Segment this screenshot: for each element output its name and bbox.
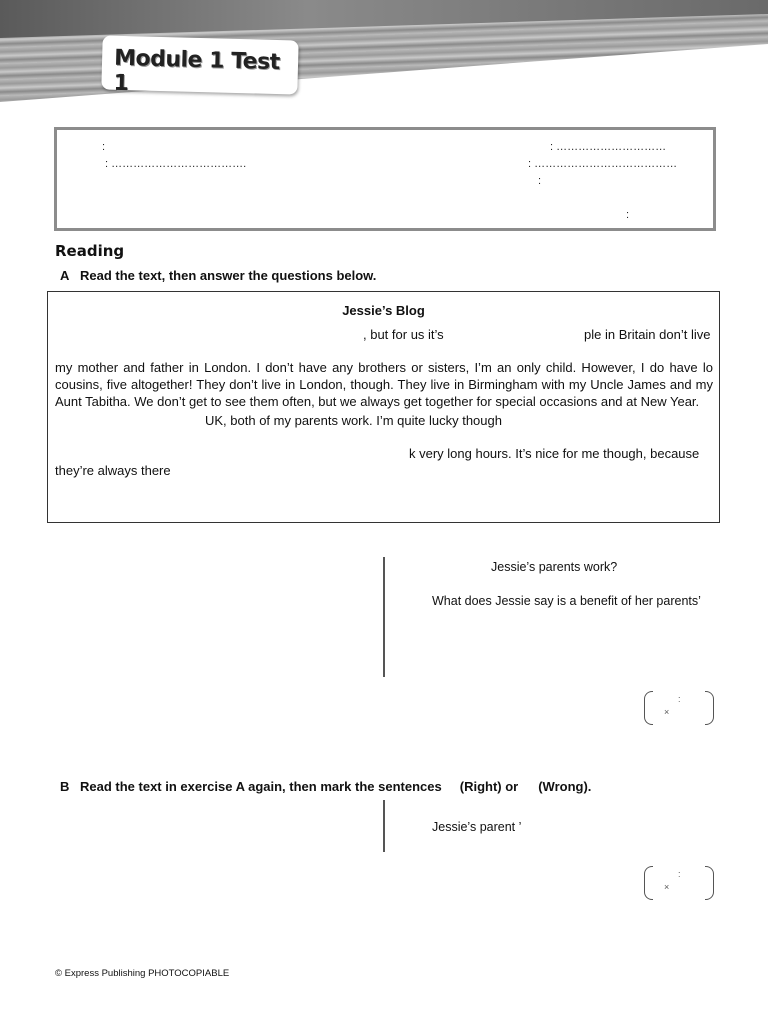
info-field: : ………………………………… [528, 158, 678, 170]
text-fragment: ple in Britain don’t live [584, 327, 711, 342]
blog-paragraph: my mother and father in London. I don’t have any brothers or sisters, I’m an only child. However, I do have lo cousins, five altogether! They don’t live in London, though. They live in Birmingham with my Uncle James and my Aunt Tabitha. We don’t get to see them often, but we always get together for special occasions and at New Year. [55, 360, 713, 409]
student-info-box [54, 127, 716, 231]
instruction-wrong: (Wrong). [538, 779, 592, 794]
info-field: : ………………………… [550, 141, 667, 153]
score-colon: : [678, 869, 681, 879]
instruction-text: Read the text, then answer the questions below. [80, 268, 377, 283]
info-field: : ………………………………. [105, 158, 247, 170]
bracket-right [705, 866, 714, 900]
question-text: Jessie’s parents work? [491, 560, 618, 574]
score-box [644, 691, 714, 725]
exercise-b-instruction [60, 779, 591, 794]
info-field: : [538, 175, 542, 187]
score-box [644, 866, 714, 900]
blog-title: Jessie’s Blog [342, 303, 425, 318]
info-field: : [102, 141, 106, 153]
score-times: × [664, 882, 670, 892]
bracket-left [644, 691, 653, 725]
bracket-right [705, 691, 714, 725]
section-heading-reading: Reading [55, 242, 125, 260]
exercise-a-instruction [60, 268, 376, 283]
instruction-right: (Right) or [459, 779, 519, 794]
exercise-letter: A [60, 268, 70, 283]
column-divider [383, 800, 385, 852]
reading-text-box [47, 291, 720, 523]
instruction-text: Read the text in exercise A again, then mark the sentences [80, 779, 442, 794]
info-field: : [626, 209, 630, 221]
question-text: Jessie’s parent ’ [432, 820, 522, 834]
score-times: × [664, 707, 670, 717]
text-fragment: they’re always there [55, 463, 171, 478]
exercise-letter: B [60, 779, 70, 794]
text-fragment: k very long hours. It’s nice for me though, because [409, 446, 700, 461]
title-tab [101, 35, 298, 97]
page-title: Module 1 Test 1 [113, 45, 281, 97]
text-fragment: UK, both of my parents work. I’m quite lucky though [205, 413, 502, 428]
bracket-left [644, 866, 653, 900]
column-divider [383, 557, 385, 677]
text-fragment: , but for us it’s [363, 327, 444, 342]
copyright-footer: © Express Publishing PHOTOCOPIABLE [55, 968, 230, 979]
question-text: What does Jessie say is a benefit of her parents’ [432, 594, 701, 608]
score-colon: : [678, 694, 681, 704]
